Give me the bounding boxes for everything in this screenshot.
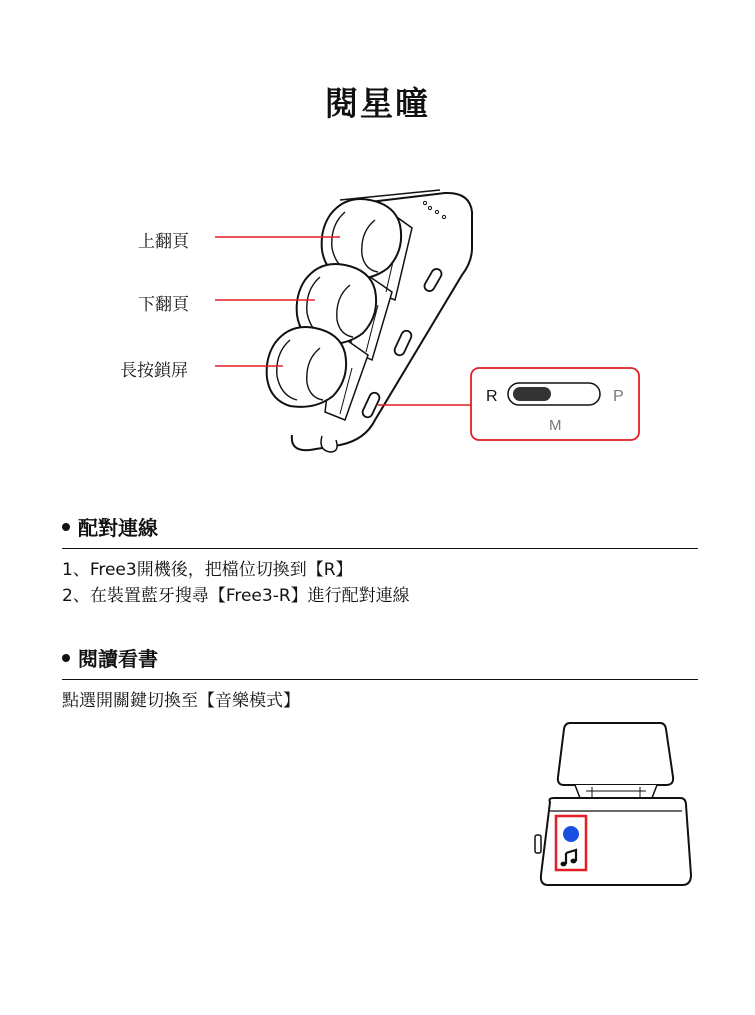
reading-heading-text: 閱讀看書 (78, 647, 158, 671)
keycap (558, 723, 673, 785)
page-title: 閱星曈 (325, 84, 430, 123)
reading-instruction: 點選開關鍵切換至【音樂模式】 (62, 691, 300, 711)
label-page-down: 下翻頁 (138, 295, 189, 315)
switch-label-p: P (613, 388, 624, 405)
pairing-heading-text: 配對連線 (78, 516, 158, 540)
keycap-bottom (267, 327, 346, 407)
music-mode-illustration (530, 715, 700, 895)
switch-label-r: R (486, 388, 498, 405)
side-port (535, 835, 541, 853)
pairing-step-2: 2、在裝置藍牙搜尋【Free3-R】進行配對連線 (62, 586, 410, 606)
mode-switch-knob (513, 387, 551, 401)
label-lock-screen: 長按鎖屏 (120, 361, 188, 381)
pairing-step-1: 1、Free3開機後，把檔位切換到【R】 (62, 560, 353, 580)
reading-heading (62, 643, 698, 680)
blue-dot-icon (563, 826, 579, 842)
bullet-icon (62, 654, 70, 662)
bullet-icon (62, 523, 70, 531)
pairing-heading (62, 512, 698, 549)
reading-section (62, 643, 698, 714)
device-illustration (0, 180, 755, 470)
switch-label-m: M (549, 417, 562, 434)
pairing-section (62, 512, 698, 609)
label-page-up: 上翻頁 (138, 232, 189, 252)
